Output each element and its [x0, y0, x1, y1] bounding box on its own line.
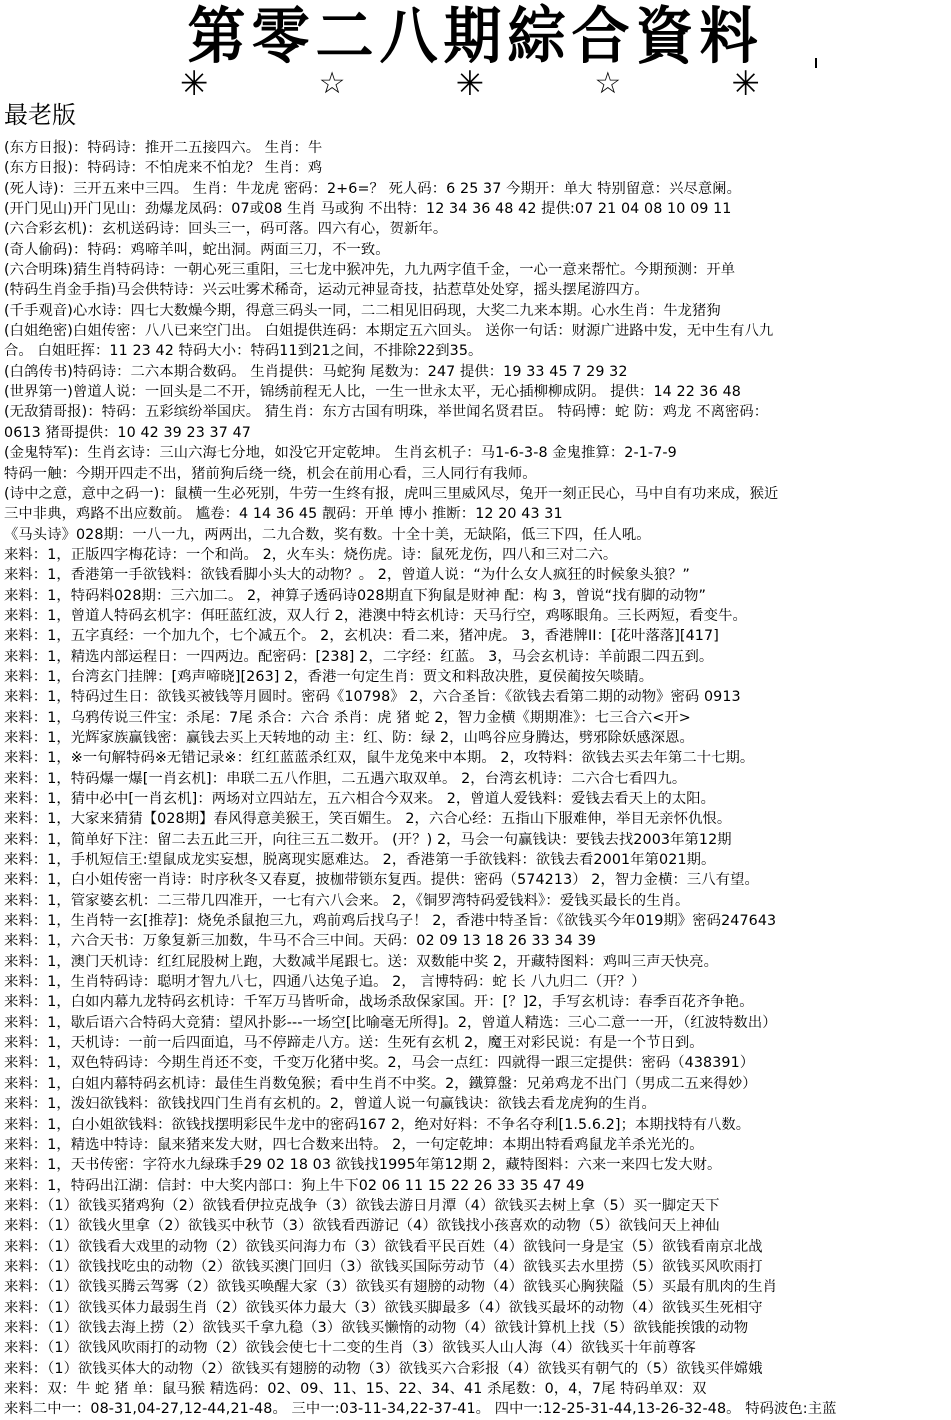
- text-line: (东方日报)：特码诗：不怕虎来不怕龙？ 生肖：鸡: [4, 160, 323, 177]
- text-line: 来料：1，光辉家族赢钱密：赢钱去买上天转地的动 主：红、防：绿 2，山鸣谷应身腾达，劈邪除妖感深恩。: [4, 729, 694, 746]
- text-line: 来料：1，生肖特一玄[推荐]：烧免杀鼠抱三九，鸡前鸡后找乌子！ 2，香港中特圣旨：《欲钱买今年019期》密码247643: [4, 913, 777, 930]
- text-line: (死人诗)：三开五来中三四。 生肖：牛龙虎 密码：2+6=？ 死人码：6 25 37 今期开：单大 特别留意：兴尽意阑。: [4, 180, 742, 197]
- edition-label: 最老版: [4, 101, 76, 129]
- text-line: 来料：（1）欲钱买腾云驾雾（2）欲钱买唤醒大家（3）欲钱买有翅膀的动物（4）欲钱买心胸狭隘（5）买最有肌肉的生肖: [4, 1279, 778, 1296]
- star-row: [180, 66, 760, 102]
- text-line: 来料：1，六合天书：万象复新三加数，牛马不合三中间。天码：02 09 13 18 26 33 34 39: [4, 933, 596, 950]
- text-line: 来料二中一：08-31,04-27,12-44,21-48。 三中一:03-11-34,22-37-41。 四中一:12-25-31-44,13-26-32-48。 特码波色:主蓝: [4, 1401, 837, 1418]
- text-line: 来料：1，正版四字梅花诗：一个和尚。 2，火车头：烧伤虎。诗：鼠死龙伤，四八和三对二六。: [4, 546, 618, 563]
- text-line: 来料：1，天机诗：一前一后四面追，马不停蹄走八方。送：生死有玄机 2，魔王对彩民说：有是一个节日到。: [4, 1035, 704, 1052]
- text-line: (诗中之意，意中之码一)：鼠横一生必死别，牛劳一生终有报，虎叫三里威风尽，兔开一刻正民心，马中自有功来成，猴近: [4, 485, 779, 502]
- outline-star-icon: ☆: [318, 66, 346, 101]
- text-line: 来料：（1）欲钱找吃虫的动物（2）欲钱买澳门回归（3）欲钱买国际劳动节（4）欲钱买去水里捞（5）欲钱买风吹雨打: [4, 1258, 763, 1275]
- text-line: (开门见山)开门见山：劲爆龙凤码：07或08 生肖 马或狗 不出特：12 34 36 48 42 提供:07 21 04 08 10 09 11: [4, 201, 732, 218]
- text-line: 来料：1，特码过生日：欲钱买被钱等月圆时。密码《10798》 2，六合圣旨：《欲钱去看第二期的动物》密码 0913: [4, 689, 741, 706]
- text-body: [4, 138, 948, 1420]
- text-line: 来料：1，特码爆一爆[一肖玄机]：串联二五八作胆，二五遇六取双单。 2，台湾玄机诗：二六合七看四九。: [4, 770, 687, 787]
- text-line: 来料：1，简单好下注：留二去五此三开，向往三五二数开。 (开？) 2，马会一句赢钱诀：要钱去找2003年第12期: [4, 831, 732, 848]
- text-line: 来料：1，猜中必中[一肖玄机]：两场对立四站左，五六相合今双来。 2，曾道人爱钱料：爱钱去看天上的太阳。: [4, 791, 716, 807]
- text-line: 来料：1，澳门天机诗：红红屁股树上跑，大数减半尾跟七。送：双数能中奖 2，开藏特图料：鸡叫三声天快亮。: [4, 953, 719, 970]
- asterisk-star-icon: ✳: [455, 64, 485, 104]
- text-line: 来料：1，手机短信王:望鼠成龙实妄想，脱离现实愿难达。 2，香港第一手欲钱料：欲钱去看2001年第021期。: [4, 852, 716, 869]
- text-line: 来料：1，精选中特诗：鼠来猪来发大财，四七合数来出特。 2，一句定乾坤：本期出特看鸡鼠龙羊杀光光的。: [4, 1136, 704, 1153]
- text-line: 三中非典，鸡路不出应数前。 尴卷：4 14 36 45 靓码：开单 博小 推断：12 20 43 31: [4, 506, 563, 523]
- text-line: 来料：（1）欲钱去海上捞（2）欲钱买千拿九稳（3）欲钱买懒惰的动物（4）欲钱计算机上找（5）欲钱能挨饿的动物: [4, 1319, 749, 1336]
- text-line: (白鸽传书)特码诗：二六本期合数码。 生肖提供：马蛇狗 尾数为：247 提供：19 33 45 7 29 32: [4, 363, 628, 380]
- text-line: 来料：（1）欲钱买体力最弱生肖（2）欲钱买体力最大（3）欲钱买脚最多（4）欲钱买最坏的动物（4）欲钱买生死相守: [4, 1299, 763, 1316]
- text-line: (六合明珠)猜生肖特码诗：一朝心死三重阳，三七龙中猴冲先，九九两字值千金，一心一意来帮忙。今期预测：开单: [4, 262, 736, 279]
- text-line: 来料：1，白如内幕九龙特码玄机诗：千军万马皆听命，战场杀敌保家国。开：[？]2，手写玄机诗：春季百花齐争艳。: [4, 994, 754, 1011]
- text-line: 合。 白姐旺挥：11 23 42 特码大小：特码11到21之间，不排除22到35。: [4, 343, 483, 360]
- text-line: 来料：（1）欲钱火里拿（2）欲钱买中秋节（3）欲钱看西游记（4）欲钱找小孩喜欢的动物（5）欲钱问天上神仙: [4, 1218, 720, 1235]
- text-line: 来料：1，歇后语六合特码大竞猜：望风扑影---一场空[比喻毫无所得]。2，曾道人精选：三心二意一一开，（红波特数出）: [4, 1014, 777, 1031]
- corner-tick: [815, 58, 817, 68]
- text-line: 0613 猪哥提供：10 42 39 23 37 47: [4, 424, 251, 441]
- text-line: 来料：1，双色特码诗：今期生肖还不变，千变万化猪中奖。2，马会一点红：四就得一跟三定提供：密码（438391）: [4, 1055, 755, 1072]
- text-line: 来料：（1）欲钱看大戏里的动物（2）欲钱买问海力布（3）欲钱看平民百姓（4）欲钱问一身是宝（5）欲钱看南京北战: [4, 1238, 763, 1255]
- text-line: 来料：1，曾道人特码玄机字：佴旺蓝红波，双人行 2，港澳中特玄机诗：天马行空，鸡啄眼角。三长两短，看变牛。: [4, 607, 747, 624]
- text-line: 来料：1，台湾玄门挂牌：[鸡声啼晓][263] 2，香港一句定生肖：贾文和料敌决胜，夏侯蔺按矢啖睛。: [4, 668, 654, 685]
- text-line: 来料：1，生肖特码诗：聪明才智九八七，四通八达兔子追。 2， 言博特码：蛇 长 八九归二（开？）: [4, 974, 646, 991]
- text-line: (奇人偷码)：特码：鸡啼羊叫，蛇出洞。两面三刀，不一致。: [4, 241, 390, 258]
- text-line: 来料：1，五字真经：一个加九个，七个减五个。 2，玄机决：看二来，猪冲虎。 3，香港牌II：[花叶落落][417]: [4, 628, 719, 645]
- text-line: 来料：（1）欲钱风吹雨打的动物（2）欲钱会使七十二变的生肖（3）欲钱买人山人海（4）欲钱买十年前尊客: [4, 1340, 696, 1357]
- text-line: 来料：（1）欲钱买猪鸡狗（2）欲钱看伊拉克战争（3）欲钱去游日月潭（4）欲钱买去树上拿（5）买一脚定天下: [4, 1197, 720, 1214]
- outline-star-icon: ☆: [594, 66, 622, 101]
- text-line: 来料：1，※一句解特码※无错记录※：红红蓝蓝杀红双，鼠牛龙兔来中本期。 2，攻特料：欲钱去买去年第二十七期。: [4, 750, 755, 767]
- text-line: 来料：1，泼妇欲钱料：欲钱找四门生肖有玄机的。2，曾道人说一句赢钱诀：欲钱去看龙虎狗的生肖。: [4, 1096, 656, 1113]
- text-line: (特码生肖金手指)马会供特诗：兴云吐雾术稀奇，运动元神显奇技，拈惹草处处穿，摇头摆尾游四方。: [4, 282, 649, 299]
- text-line: 来料：双：牛 蛇 猪 单：鼠马猴 精选码：02、09、11、15、22、34、41 杀尾数：0，4，7尾 特码单双：双: [4, 1380, 707, 1397]
- text-line: 来料：1，天书传密：字符水九绿珠手29 02 18 03 欲钱找1995年第12期 2，藏特图料：六来一来四七发大财。: [4, 1157, 722, 1174]
- text-line: (金鬼特军)：生肖玄诗：三山六海七分地，如没它开定乾坤。 生肖玄机子：马1-6-3-8 金鬼推算：2-1-7-9: [4, 445, 677, 462]
- text-line: 特码一触：今期开四走不出，猪前狗后绕一绕，机会在前用心看，三人同行有我师。: [4, 465, 537, 482]
- text-line: 来料：（1）欲钱买体大的动物（2）欲钱买有翅膀的动物（3）欲钱买六合彩报（4）欲钱买有朝气的（5）欲钱买伴嫦娥: [4, 1360, 763, 1377]
- text-line: 来料：1，大家来猜猜【028期】春风得意美猴王，笑百媚生。 2，六合心经：五指山下服难伸，举目无亲怀仇恨。: [4, 811, 732, 828]
- text-line: 来料：1，白小姐欲钱料：欲钱找摆明彩民牛龙中的密码167 2，绝对好料：不争名夺利[1.5.6.2]；本期找特有八数。: [4, 1116, 751, 1133]
- text-line: 《马头诗》028期：一八一九，两两出，二九合数，奖有数。十全十美，无缺陷，低三下四，任人吼。: [4, 526, 651, 543]
- asterisk-star-icon: ✳: [180, 64, 209, 104]
- text-line: 来料：1，白小姐传密一肖诗：时序秋冬又春夏，披枷带锁东复西。提供：密码（574213） 2，智力金横：三八有望。: [4, 872, 759, 889]
- text-line: 来料：1，白姐内幕特码玄机诗：最佳生肖数兔猴；看中生肖不中奖。2，鐵算盤：兄弟鸡龙不出门（男成二五来得妙）: [4, 1075, 757, 1092]
- asterisk-star-icon: ✳: [731, 64, 760, 104]
- page-title: 第零二八期綜合資料: [187, 0, 764, 72]
- text-line: 来料：1，乌鸦传说三件宝：杀尾：7尾 杀合：六合 杀肖：虎 猪 蛇 2，智力金横《期期准》：七三合六<开>: [4, 709, 691, 726]
- text-line: (白姐绝密)白姐传密：八八已来空门出。 白姐提供连码：本期定五六回头。 送你一句话：财源广进路中发，无中生有八九: [4, 323, 774, 340]
- text-line: 来料：1，精选内部运程日：一四两边。配密码：[238] 2，二字经：红蓝。 3，马会玄机诗：羊前跟二四五到。: [4, 648, 714, 665]
- text-line: (东方日报)：特码诗：推开二五接四六。 生肖：牛: [4, 140, 323, 156]
- text-line: (世界第一)曾道人说：一回头是二不开，锦绣前程无人比，一生一世永太平，无心插柳柳成阴。 提供：14 22 36 48: [4, 384, 741, 401]
- text-line: 来料：1，特码出江湖：信封：中大奖内部口：狗上牛下02 06 11 15 22 26 33 35 47 49: [4, 1177, 585, 1194]
- text-line: (六合彩玄机)：玄机送码诗：回头三一，码可落。四六有心，贺新年。: [4, 221, 448, 238]
- text-line: 来料：1，管家婆玄机：二三带几四准开，一七有六八会来。 2，《铜罗湾特码爱钱料》：爱钱买最长的生肖。: [4, 892, 690, 909]
- text-line: (千手观音)心水诗：四七大数燥今期，得意三码头一同，二二相见旧码现，大奖二九来本期。心水生肖：牛龙猪狗: [4, 302, 721, 319]
- text-line: 来料：1，特码料028期：三六加二。 2，神算子透码诗028期直下狗鼠是财神 配：构 3，曾说“找有脚的动物”: [4, 587, 706, 604]
- text-line: (无敌猜哥报)：特码：五彩缤纷举国庆。 猜生肖：东方古国有明珠，举世闻名贤君臣。 特码博：蛇 防：鸡龙 不离密码：: [4, 404, 769, 421]
- text-line: 来料：1，香港第一手欲钱料：欲钱看脚小头大的动物？。 2，曾道人说：“为什么女人疯狂的时候象头狼？”: [4, 567, 690, 584]
